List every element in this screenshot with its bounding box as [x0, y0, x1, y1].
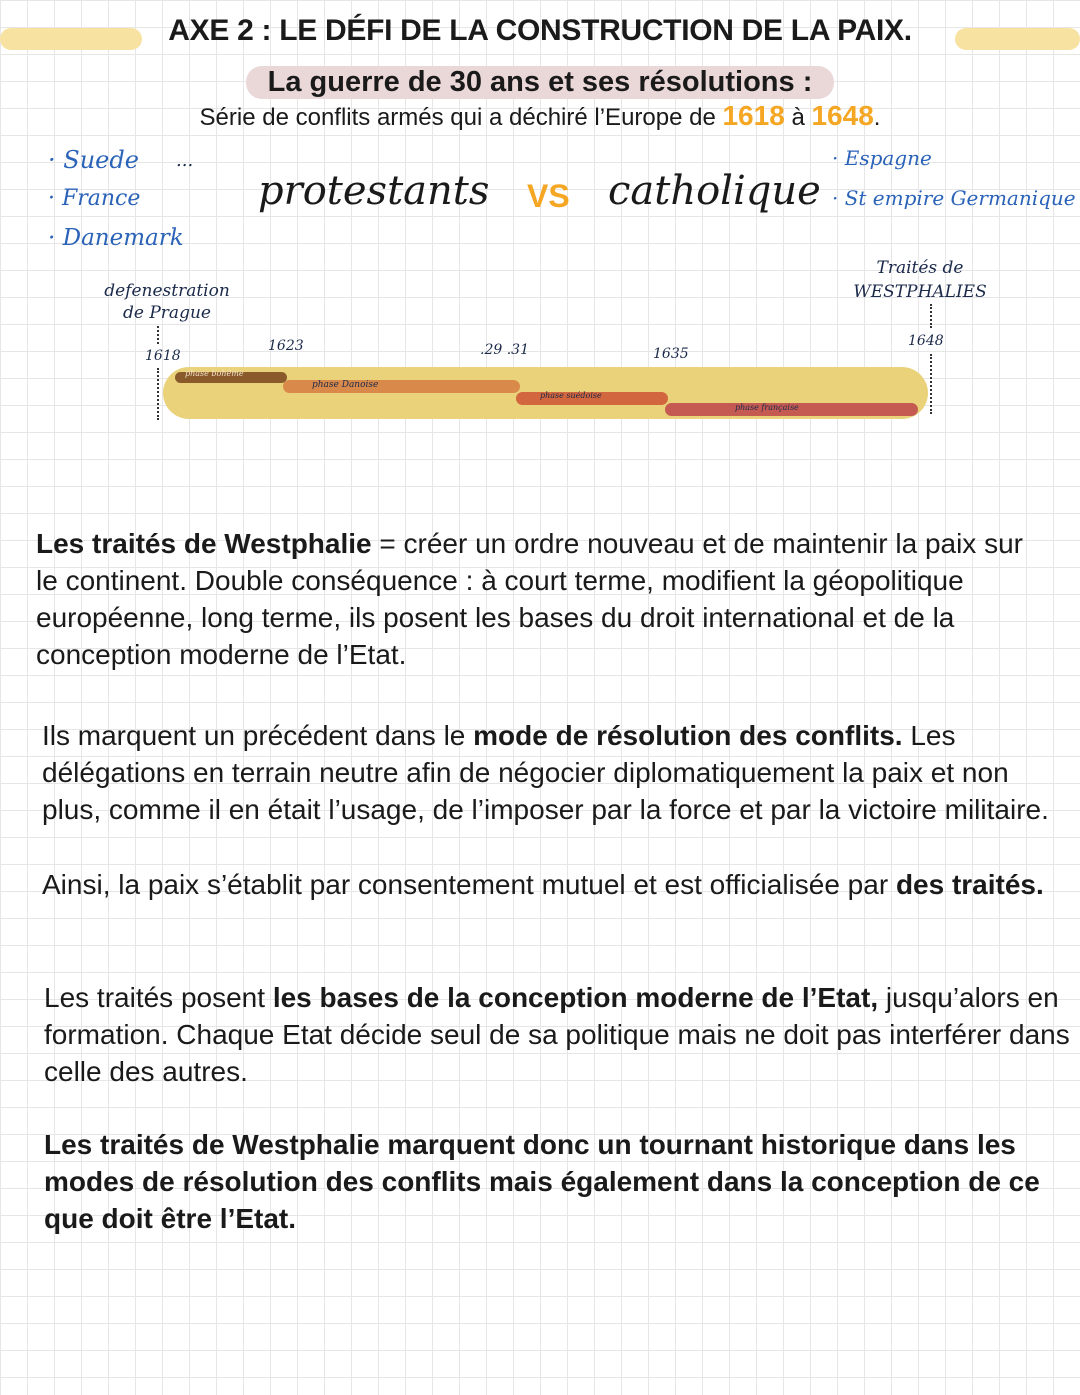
p2-after: Les délégations en terrain neutre afin de négocier diplomatiquement la paix et non plus, comme il en était l’usage, de l’imposer par la force et par la victoire militaire.	[42, 720, 1049, 825]
marker-1648	[930, 354, 932, 414]
phase-danish-label: phase Danoise	[312, 380, 379, 390]
year-1629-1631: .29 .31	[480, 342, 529, 358]
paragraph-conclusion	[44, 1126, 1070, 1237]
phase-bohemian-label: phase bohême	[185, 369, 244, 378]
marker-treaties	[930, 304, 932, 328]
allies-ellipsis: ...	[176, 150, 194, 171]
page-title: AXE 2 : LE DÉFI DE LA CONSTRUCTION DE LA PAIX.	[168, 14, 912, 47]
p2-bold: mode de résolution des conflits.	[473, 720, 903, 751]
ally-danemark: · Danemark	[48, 225, 184, 251]
p3-bold: des traités.	[895, 869, 1044, 900]
protestants-label: protestants	[258, 168, 490, 214]
paragraph-etat	[44, 979, 1070, 1090]
p5-bold: Les traités de Westphalie marquent donc un tournant historique dans les modes de résolution des conflits mais également dans la conception de ce que doit être l’Etat.	[44, 1129, 1040, 1234]
paragraph-consentement	[42, 866, 1070, 903]
p1-text: = créer un ordre nouveau et de maintenir la paix sur le continent. Double conséquence : à court terme, modifient la géopolitique européenne, long terme, ils posent les bases du droit international et de la conception moderne de l’Etat.	[36, 528, 1023, 670]
year-end: 1648	[811, 100, 874, 131]
treaties-label: Traités de WESTPHALIES	[853, 258, 987, 302]
vs-label: VS	[527, 178, 570, 214]
p4-before: Les traités posent	[44, 982, 273, 1013]
intro-after: .	[873, 104, 881, 131]
intro-middle: à	[791, 104, 805, 131]
intro-line	[0, 100, 1080, 132]
phase-swedish-label: phase suédoise	[540, 391, 602, 400]
year-1635: 1635	[653, 346, 689, 362]
marker-defenestration	[157, 326, 159, 344]
year-1623: 1623	[268, 338, 304, 354]
paragraph-resolution	[42, 717, 1070, 828]
ally-france: · France	[48, 186, 141, 211]
ally-espagne: · Espagne	[832, 146, 932, 170]
ally-saint-empire: · St empire Germanique	[832, 186, 1076, 210]
p4-bold: les bases de la conception moderne de l’Etat,	[272, 982, 879, 1013]
paragraph-westphalie	[36, 525, 1046, 673]
p2-before: Ils marquent un précédent dans le	[42, 720, 474, 751]
catholique-label: catholique	[608, 168, 821, 214]
year-1618: 1618	[145, 348, 181, 364]
ally-suede: · Suede	[48, 146, 139, 174]
p3-before: Ainsi, la paix s’établit par consentement mutuel et est officialisée par	[42, 869, 896, 900]
marker-1618	[157, 368, 159, 420]
intro-before: Série de conflits armés qui a déchiré l’Europe de	[199, 104, 716, 131]
subtitle-row	[0, 66, 1080, 99]
subtitle: La guerre de 30 ans et ses résolutions :	[246, 66, 835, 99]
phase-french-label: phase française	[735, 403, 799, 412]
p4-after: jusqu’alors en formation. Chaque Etat décide seul de sa politique mais ne doit pas interférer dans celle des autres.	[44, 982, 1070, 1087]
defenestration-label: defenestration de Prague	[104, 281, 230, 323]
p1-bold: Les traités de Westphalie	[36, 528, 372, 559]
year-start: 1618	[722, 100, 785, 131]
year-1648: 1648	[908, 333, 944, 349]
